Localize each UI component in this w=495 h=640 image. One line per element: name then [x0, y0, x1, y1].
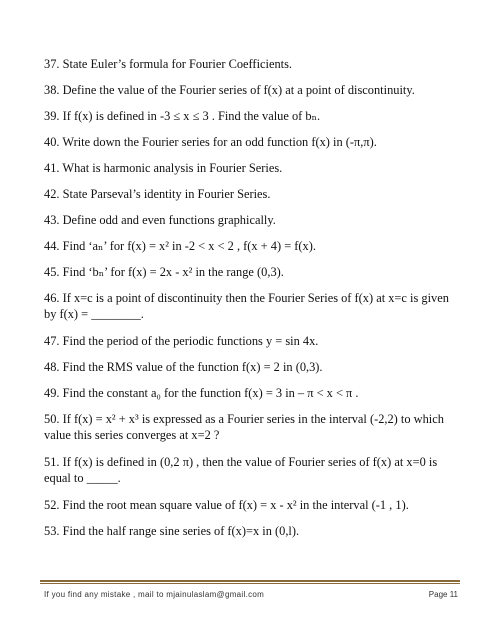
question-item [44, 497, 464, 523]
question-number: 53. [44, 524, 60, 538]
question-number: 40. [44, 135, 60, 149]
question-text: Find ‘bₙ’ for f(x) = 2x - x² in the range (0,3). [62, 265, 284, 279]
question-number: 48. [44, 360, 60, 374]
question-item [44, 333, 464, 359]
question-text: Write down the Fourier series for an odd function f(x) in (-π,π). [62, 135, 377, 149]
question-item [44, 454, 464, 497]
question-number: 46. [44, 291, 60, 305]
question-text: Find the period of the periodic functions y = sin 4x. [62, 334, 319, 348]
question-text: Find the constant a₀ for the function f(x) = 3 in – π < x < π . [62, 386, 359, 400]
question-number: 49. [44, 386, 60, 400]
question-item [44, 238, 464, 264]
question-number: 41. [44, 161, 60, 175]
question-item [44, 108, 464, 134]
question-number: 43. [44, 213, 60, 227]
question-number: 37. [44, 57, 60, 71]
question-item [44, 523, 464, 549]
question-number: 45. [44, 265, 60, 279]
question-text: If f(x) is defined in -3 ≤ x ≤ 3 . Find the value of bₙ. [62, 109, 321, 123]
question-number: 44. [44, 239, 60, 253]
question-item [44, 411, 464, 454]
question-text: If x=c is a point of discontinuity then the Fourier Series of f(x) at x=c is given by f(x) = ________. [44, 291, 449, 321]
question-item [44, 134, 464, 160]
question-text: Define odd and even functions graphically. [62, 213, 276, 227]
question-text: State Parseval’s identity in Fourier Series. [62, 187, 271, 201]
question-number: 52. [44, 498, 60, 512]
question-item [44, 264, 464, 290]
footer-divider [40, 580, 460, 582]
question-text: Find ‘aₙ’ for f(x) = x² in -2 < x < 2 , f(x + 4) = f(x). [62, 239, 316, 253]
question-item [44, 82, 464, 108]
question-text: Find the half range sine series of f(x)=x in (0,l). [62, 524, 300, 538]
question-text: Find the RMS value of the function f(x) = 2 in (0,3). [62, 360, 323, 374]
question-number: 38. [44, 83, 60, 97]
question-number: 50. [44, 412, 60, 426]
question-item [44, 212, 464, 238]
footer-note: If you find any mistake , mail to mjainulaslam@gmail.com [44, 590, 265, 599]
question-text: If f(x) = x² + x³ is expressed as a Fourier series in the interval (-2,2) to which value this series converges at x=2 ? [44, 412, 444, 442]
question-item [44, 186, 464, 212]
question-text: State Euler’s formula for Fourier Coefficients. [62, 57, 293, 71]
question-item [44, 385, 464, 411]
question-list [44, 56, 464, 549]
question-number: 47. [44, 334, 60, 348]
question-number: 51. [44, 455, 60, 469]
question-item [44, 160, 464, 186]
question-text: If f(x) is defined in (0,2 π) , then the value of Fourier series of f(x) at x=0 is equal to _____. [44, 455, 438, 485]
question-text: Find the root mean square value of f(x) = x - x² in the interval (-1 , 1). [62, 498, 409, 512]
question-item [44, 56, 464, 82]
question-number: 39. [44, 109, 60, 123]
question-text: Define the value of the Fourier series of f(x) at a point of discontinuity. [62, 83, 415, 97]
question-item [44, 290, 464, 333]
footer-divider-thin [40, 583, 460, 584]
question-number: 42. [44, 187, 60, 201]
page-number: Page 11 [428, 590, 458, 599]
question-text: What is harmonic analysis in Fourier Series. [62, 161, 283, 175]
question-item [44, 359, 464, 385]
